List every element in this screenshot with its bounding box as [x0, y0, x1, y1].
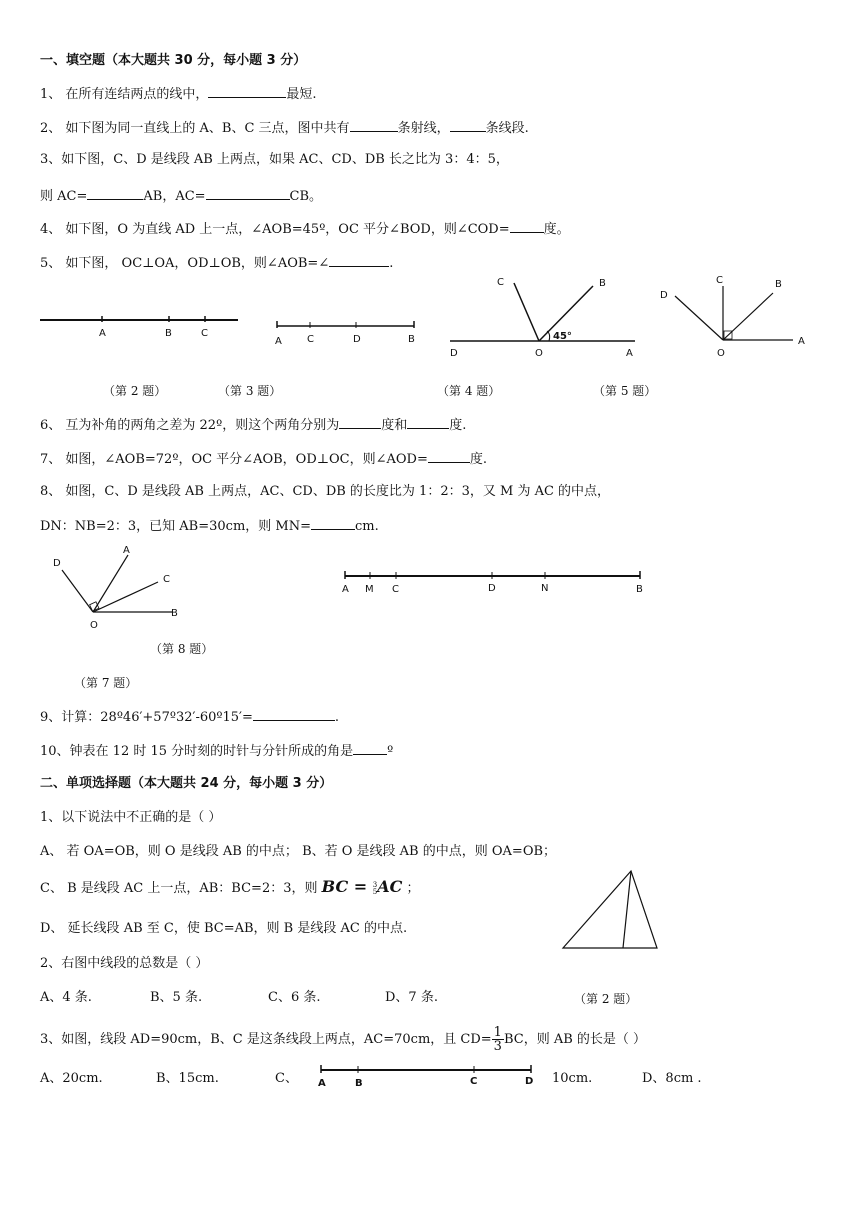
fraction: 3 5: [372, 880, 378, 896]
point-label: C: [497, 277, 504, 288]
figure-q3-segment: [274, 318, 419, 348]
point-label: B: [636, 584, 643, 595]
caption-fig-7: （第 7 题）: [74, 676, 138, 690]
point-label: A: [275, 336, 282, 347]
point-label: M: [365, 584, 374, 595]
section-2-title: 二、单项选择题（本大题共 24 分，每小题 3 分）: [40, 776, 333, 791]
question-1-6: 6、 互为补角的两角之差为 22º，则这个两角分别为 度和 度.: [40, 415, 466, 435]
caption-fig-5: （第 5 题）: [593, 384, 657, 398]
point-label: D: [353, 334, 361, 345]
point-label: C: [470, 1076, 478, 1087]
question-2-3-option-c-value: 10cm.: [552, 1071, 593, 1086]
question-1-3: 3、如下图，C、D 是线段 AB 上两点，如果 AC、CD、DB 长之比为 3：4：5，: [40, 152, 509, 167]
caption-fig-4: （第 4 题）: [437, 384, 501, 398]
point-label: A: [99, 328, 106, 339]
question-1-3-answer-line: 则 AC= AB，AC= CB。: [40, 186, 322, 206]
question-2-1: 1、以下说法中不正确的是（ ）: [40, 810, 222, 825]
point-label: B: [165, 328, 172, 339]
question-1-1: 1、 在所有连结两点的线中， 最短.: [40, 84, 317, 104]
answer-blank[interactable]: [311, 516, 355, 530]
figure-s2-q2-triangle: [560, 868, 660, 952]
figure-q7-angles: [48, 542, 188, 634]
point-label: A: [798, 336, 805, 347]
point-label: A: [342, 584, 349, 595]
point-label: D: [525, 1076, 534, 1087]
point-label: B: [775, 279, 782, 290]
point-label: C: [163, 574, 170, 585]
point-label: B: [599, 278, 606, 289]
question-2-1-option-d: D、 延长线段 AB 至 C，使 BC=AB，则 B 是线段 AC 的中点.: [40, 921, 408, 936]
answer-blank[interactable]: [350, 118, 398, 132]
point-label: B: [355, 1078, 363, 1089]
point-label: O: [90, 620, 98, 631]
figure-q2-line: [40, 308, 240, 338]
answer-blank[interactable]: [450, 118, 486, 132]
question-2-3-option-c: C、: [275, 1071, 298, 1086]
point-label: B: [171, 608, 178, 619]
question-2-2-option-b: B、5 条.: [150, 990, 203, 1005]
answer-blank[interactable]: [87, 186, 143, 200]
point-label: D: [488, 583, 496, 594]
answer-blank[interactable]: [407, 415, 449, 429]
point-label: D: [450, 348, 458, 359]
question-2-3-option-b: B、15cm.: [156, 1071, 219, 1086]
question-1-10: 10、钟表在 12 时 15 分时刻的时针与分针所成的角是 º: [40, 741, 393, 761]
figure-s2-q3-segment: [316, 1062, 541, 1092]
caption-fig-8: （第 8 题）: [150, 642, 214, 656]
question-1-9: 9、计算：28º46′+57º32′-60º15′= .: [40, 707, 339, 727]
fraction: $\frac{1}{3}$: [493, 1025, 502, 1054]
figure-q5-angles: [648, 268, 823, 363]
question-1-5: 5、 如下图， OC⊥OA，OD⊥OB，则∠AOB=∠ .: [40, 253, 393, 273]
point-label: O: [717, 348, 725, 359]
answer-blank[interactable]: [353, 741, 387, 755]
point-label: B: [408, 334, 415, 345]
question-2-3: 3、如图，线段 AD=90cm，B、C 是这条线段上两点，AC=70cm，且 CD= $\frac{1}{3}$ BC，则 AB 的长是（ ）: [40, 1025, 647, 1054]
question-2-3-option-a: A、20cm.: [40, 1071, 103, 1086]
point-label: D: [53, 558, 61, 569]
answer-blank[interactable]: [428, 449, 470, 463]
point-label: N: [541, 583, 549, 594]
answer-blank[interactable]: [510, 219, 544, 233]
figure-q8-segment: [340, 568, 645, 598]
point-label: A: [318, 1078, 326, 1089]
section-1-title: 一、填空题（本大题共 30 分，每小题 3 分）: [40, 53, 307, 68]
caption-fig-2: （第 2 题）: [103, 384, 167, 398]
point-label: A: [123, 545, 130, 556]
question-2-1-option-c: C、 B 是线段 AC 上一点，AB：BC=2：3，则 BC = 3 5 AC ；: [40, 877, 420, 896]
answer-blank[interactable]: [208, 84, 286, 98]
caption-s2-fig-2: （第 2 题）: [574, 992, 638, 1006]
question-1-2: 2、 如下图为同一直线上的 A、B、C 三点，图中共有 条射线， 条线段.: [40, 118, 529, 138]
angle-label: 45°: [553, 331, 572, 342]
question-2-3-option-d: D、8cm .: [642, 1071, 702, 1086]
question-1-8: 8、 如图，C、D 是线段 AB 上两点，AC、CD、DB 的长度比为 1：2：3，又 M 为 AC 的中点，: [40, 484, 611, 499]
question-2-2-option-c: C、6 条.: [268, 990, 321, 1005]
answer-blank[interactable]: [206, 186, 290, 200]
answer-blank[interactable]: [253, 707, 335, 721]
point-label: C: [716, 275, 723, 286]
point-label: C: [392, 584, 399, 595]
figure-q4-angles: [445, 268, 645, 363]
point-label: D: [660, 290, 668, 301]
question-2-2-option-a: A、4 条.: [40, 990, 92, 1005]
caption-fig-3: （第 3 题）: [218, 384, 282, 398]
point-label: C: [201, 328, 208, 339]
question-1-4: 4、 如下图，O 为直线 AD 上一点，∠AOB=45º，OC 平分∠BOD，则∠COD= 度。: [40, 219, 570, 239]
answer-blank[interactable]: [329, 253, 389, 267]
question-2-2-option-d: D、7 条.: [385, 990, 438, 1005]
point-label: A: [626, 348, 633, 359]
point-label: O: [535, 348, 543, 359]
answer-blank[interactable]: [339, 415, 381, 429]
question-1-7: 7、 如图，∠AOB=72º，OC 平分∠AOB，OD⊥OC，则∠AOD= 度.: [40, 449, 487, 469]
question-2-2: 2、右图中线段的总数是（ ）: [40, 956, 209, 971]
question-1-8-answer-line: DN：NB=2：3，已知 AB=30cm，则 MN= cm.: [40, 516, 379, 536]
question-2-1-option-ab: A、 若 OA=OB，则 O 是线段 AB 的中点； B、若 O 是线段 AB 的中点，则 OA=OB；: [40, 844, 557, 859]
point-label: C: [307, 334, 314, 345]
